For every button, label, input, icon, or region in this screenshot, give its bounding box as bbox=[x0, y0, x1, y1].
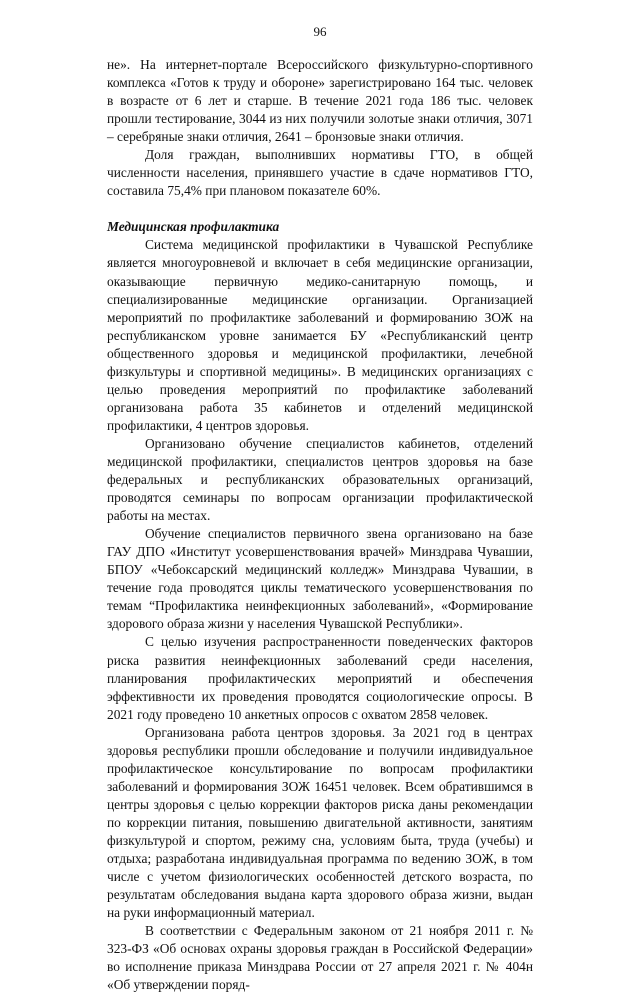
section-title: Медицинская профилактика bbox=[107, 219, 280, 235]
paragraph-federal-law: В соответствии с Федеральным законом от 21 ноября 2011 г. № 323-ФЗ «Об основах охраны здоровья граждан в Российской Федерации» во исполнение приказа Минздрава России от 27 апреля 2021 г. № 404н «Об утверждении поряд- bbox=[107, 923, 533, 993]
document-body bbox=[107, 56, 533, 994]
page-number: 96 bbox=[313, 24, 327, 39]
paragraph-training: Организовано обучение специалистов кабинетов, отделений медицинской профилактики, специалистов центров здоровья на базе федеральных и республиканских образовательных организаций, проводятся семинары по вопросам организации профилактической работы на местах. bbox=[107, 435, 533, 524]
paragraph-surveys: С целью изучения распространенности поведенческих факторов риска развития неинфекционных заболеваний среди населения, планирования профилактических мероприятий и обеспечения эффективности их проведения проводятся социологические опросы. В 2021 году проведено 10 анкетных опросов с охватом 2858 человек. bbox=[107, 634, 533, 722]
paragraph-health-centers: Организована работа центров здоровья. За 2021 год в центрах здоровья республики прошли обследование и получили индивидуальное профилактическое консультирование по вопросам профилактики заболеваний и формирования ЗОЖ 16451 человек. Всем обратившимся в центры здоровья с целью коррекции факторов риска даны рекомендации по коррекции питания, повышению двигательной активности, занятиям физкультурой и спортом, режиму сна, условиям быта, труда (учебы) и отдыха; разработана индивидуальная программа по ведению ЗОЖ, в том числе с учетом физиологических особенностей детского возраста, по результатам обследования выдана карта здорового образа жизни, выдан на руки информационный материал. bbox=[107, 724, 533, 921]
paragraph-system: Система медицинской профилактики в Чувашской Республике является многоуровневой и включает в себя медицинские организации, оказывающие первичную медико-санитарную помощь, и специализированные медицинские организации. Организацией мероприятий по профилактике заболеваний и формированию ЗОЖ на республиканском уровне занимается БУ «Республиканский центр общественного здоровья и медицинской профилактики, лечебной физкультуры и спортивной медицины». В медицинских организациях с целью проведения мероприятий по профилактике заболеваний организована работа 35 кабинетов и отделений медицинской профилактики, 4 центров здоровья. bbox=[107, 237, 533, 433]
paragraph-gto-registration: не». На интернет-портале Всероссийского физкультурно-спортивного комплекса «Готов к труду и обороне» зарегистрировано 164 тыс. человек в возрасте от 6 лет и старше. В течение 2021 года 186 тыс. человек прошли тестирование, 3044 из них получили золотые знаки отличия, 3071 – серебряные знаки отличия, 2641 – бронзовые знаки отличия. bbox=[107, 57, 533, 145]
paragraph-primary-staff: Обучение специалистов первичного звена организовано на базе ГАУ ДПО «Институт усовершенствования врачей» Минздрава Чувашии, БПОУ «Чебоксарский медицинский колледж» Минздрава Чувашии, в течение года проводятся циклы тематического усовершенствования по темам “Профилактика неинфекционных заболеваний», «Формирование здорового образа жизни у населения Чувашской Республики». bbox=[107, 526, 533, 632]
paragraph-gto-share: Доля граждан, выполнивших нормативы ГТО, в общей численности населения, принявшего участие в сдаче нормативов ГТО, составила 75,4% при плановом показателе 60%. bbox=[107, 147, 533, 199]
section-spacer bbox=[107, 200, 533, 218]
